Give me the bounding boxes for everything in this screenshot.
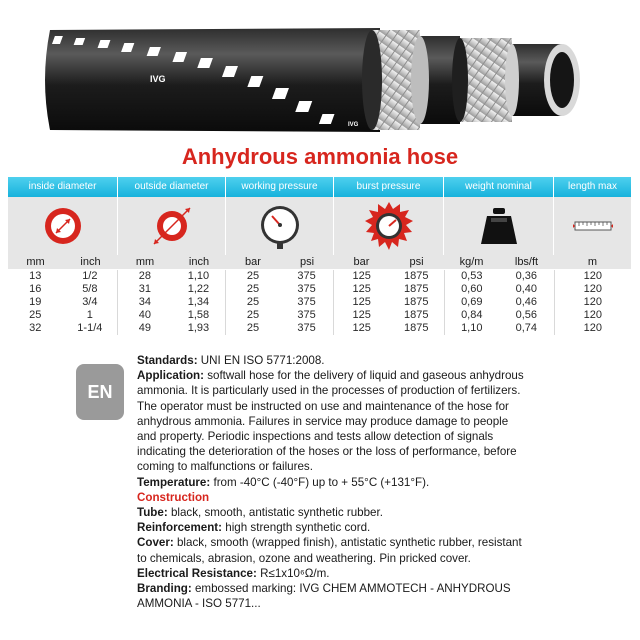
electrical-label: Electrical Resistance: xyxy=(137,566,257,580)
table-row xyxy=(8,296,631,309)
table-cell: 0,46 xyxy=(515,296,538,308)
table-cell: 1,58 xyxy=(187,309,210,321)
inside-diameter-icon xyxy=(8,197,118,255)
table-cell: 25 xyxy=(225,283,280,296)
table-cell: 120 xyxy=(554,283,631,296)
table-cell: 0,74 xyxy=(515,322,538,334)
table-cell: 34 xyxy=(117,296,172,309)
electrical-paragraph xyxy=(137,566,529,581)
table-cell: 0,53 xyxy=(444,270,500,283)
table-cell: 1,10 xyxy=(187,270,210,282)
table-cell: 1,93 xyxy=(187,322,210,334)
table-cell: 16 xyxy=(29,283,42,295)
table-cell: 120 xyxy=(554,309,631,322)
unit-cell: psi xyxy=(409,256,424,268)
hose-drawing xyxy=(0,0,640,140)
unit-cell: kg/m xyxy=(459,256,484,268)
tube-paragraph xyxy=(137,505,529,520)
table-cell: 1875 xyxy=(403,322,429,334)
temperature-text: from -40°C (-40°F) up to + 55°C (+131°F). xyxy=(213,475,430,489)
unit-cell: inch xyxy=(80,256,101,268)
header-weight-nominal: weight nominal xyxy=(444,177,554,197)
table-cell: 375 xyxy=(297,322,316,334)
table-cell: 125 xyxy=(333,322,389,335)
tube-text: black, smooth, antistatic synthetic rubber. xyxy=(170,506,383,520)
table-cell: 31 xyxy=(117,283,172,296)
table-row xyxy=(8,270,631,283)
branding-paragraph xyxy=(137,581,529,611)
unit-cell: mm xyxy=(135,256,155,268)
reinforcement-text: high strength synthetic cord. xyxy=(225,521,371,535)
spec-units-row xyxy=(8,255,631,269)
unit-cell: inch xyxy=(188,256,210,268)
tape-measure-icon xyxy=(554,197,631,255)
application-text: softwall hose for the delivery of liquid and gaseous anhydrous ammonia. It is particularly used in the processes of production of fertilizers. xyxy=(137,369,524,398)
table-cell: 32 xyxy=(29,322,42,334)
standards-text: UNI EN ISO 5771:2008. xyxy=(200,354,325,367)
application-label: Application: xyxy=(137,369,204,383)
page-title: Anhydrous ammonia hose xyxy=(181,144,459,169)
table-cell: 25 xyxy=(225,296,280,309)
table-cell: 1/2 xyxy=(82,270,98,282)
table-cell: 1875 xyxy=(403,270,429,282)
table-cell: 1 xyxy=(86,309,93,321)
unit-cell: lbs/ft xyxy=(514,256,539,268)
table-cell: 125 xyxy=(333,309,389,322)
table-cell: 28 xyxy=(117,270,172,283)
table-cell: 375 xyxy=(297,296,316,308)
table-cell: 0,56 xyxy=(515,309,538,321)
table-cell: 0,69 xyxy=(444,296,500,309)
header-outside-diameter: outside diameter xyxy=(118,177,226,197)
table-cell: 375 xyxy=(297,309,316,321)
header-inside-diameter: inside diameter xyxy=(8,177,118,197)
application-paragraph xyxy=(137,368,529,398)
cover-text: black, smooth (wrapped finish), antistatic synthetic rubber, resistant to chemicals, abrasion, ozone and weathering. Pin pricked cover. xyxy=(137,536,522,565)
spec-icons-row xyxy=(8,197,631,255)
reinforcement-label: Reinforcement: xyxy=(137,521,223,535)
standards-paragraph xyxy=(137,353,529,368)
table-cell: 1875 xyxy=(403,296,429,308)
table-cell: 25 xyxy=(29,309,42,321)
header-burst-pressure: burst pressure xyxy=(334,177,444,197)
reinforcement-paragraph xyxy=(137,520,529,535)
table-cell: 0,84 xyxy=(444,309,500,322)
unit-cell: mm xyxy=(26,256,45,268)
table-cell: 120 xyxy=(554,296,631,309)
branding-label: Branding: xyxy=(137,582,192,596)
table-cell: 125 xyxy=(333,270,389,283)
standards-label: Standards: xyxy=(137,354,198,367)
pressure-gauge-icon xyxy=(226,197,334,255)
table-cell: 375 xyxy=(297,270,316,282)
spec-table-header xyxy=(8,177,631,197)
table-cell: 0,36 xyxy=(515,270,538,282)
temperature-paragraph xyxy=(137,475,529,490)
hose-illustration xyxy=(0,0,640,140)
table-cell: 120 xyxy=(554,270,631,283)
unit-cell: bar xyxy=(353,256,370,268)
table-cell: 25 xyxy=(225,270,280,283)
electrical-text: R≤1x10⁶Ω/m. xyxy=(260,566,330,580)
unit-cell: m xyxy=(587,256,598,268)
table-cell: 375 xyxy=(297,283,316,295)
table-cell: 49 xyxy=(117,322,172,335)
table-cell: 1,10 xyxy=(444,322,500,335)
table-cell: 40 xyxy=(117,309,172,322)
table-cell: 0,60 xyxy=(444,283,500,296)
table-cell: 19 xyxy=(29,296,42,308)
cover-label: Cover: xyxy=(137,536,174,550)
table-cell: 1,34 xyxy=(187,296,210,308)
branding-text: embossed marking: IVG CHEM AMMOTECH - ANHYDROUS AMMONIA - ISO 5771... xyxy=(137,582,511,611)
table-row xyxy=(8,309,631,322)
table-cell: 1,22 xyxy=(187,283,210,295)
construction-heading: Construction xyxy=(137,490,210,504)
unit-cell: bar xyxy=(245,256,261,268)
brand-mark: IVG xyxy=(150,74,166,84)
table-row xyxy=(8,283,631,296)
table-cell: 25 xyxy=(225,322,280,335)
language-badge: EN xyxy=(76,364,124,420)
table-cell: 0,40 xyxy=(515,283,538,295)
table-row xyxy=(8,322,631,335)
table-cell: 5/8 xyxy=(82,283,98,295)
burst-gauge-icon xyxy=(334,197,444,255)
operator-paragraph: The operator must be instructed on use and maintenance of the hose for anhydrous ammonia. Failures in service may produce damage to people and property. Periodic inspections and tests allow detection of signals indicating the deterioration of the hoses or the loss of performance, before coming to malfunctions or failures. xyxy=(137,399,517,474)
cover-paragraph xyxy=(137,535,529,565)
table-cell: 13 xyxy=(29,270,42,282)
temperature-label: Temperature: xyxy=(137,475,211,489)
table-cell: 120 xyxy=(554,322,631,335)
brand-mark-small: IVG xyxy=(348,122,359,128)
outside-diameter-icon xyxy=(118,197,226,255)
header-length-max: length max xyxy=(568,181,617,192)
spec-table-body xyxy=(8,270,631,335)
table-cell: 125 xyxy=(333,283,389,296)
table-cell: 125 xyxy=(333,296,389,309)
table-cell: 1-1/4 xyxy=(77,322,103,334)
unit-cell: psi xyxy=(299,256,315,268)
table-cell: 25 xyxy=(225,309,280,322)
product-description xyxy=(137,353,529,611)
weight-icon xyxy=(444,197,554,255)
table-cell: 1875 xyxy=(403,283,429,295)
tube-label: Tube: xyxy=(137,506,168,520)
table-cell: 1875 xyxy=(403,309,429,321)
header-working-pressure: working pressure xyxy=(226,177,334,197)
table-cell: 3/4 xyxy=(82,296,98,308)
